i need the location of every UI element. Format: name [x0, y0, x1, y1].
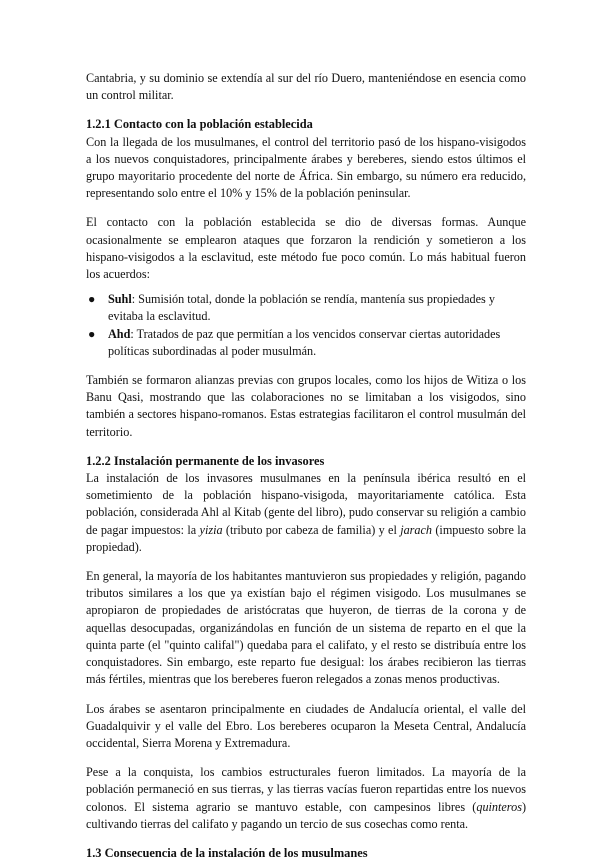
list-item	[86, 291, 526, 325]
term-suhl: Suhl	[108, 292, 132, 307]
term-quinteros: quinteros	[476, 799, 522, 814]
paragraph-contacto-3: También se formaron alianzas previas con grupos locales, como los hijos de Witiza o los Banu Qasi, mostrando que las colaboraciones no se limitaban a los visigodos, sino también a sectores hispano-romanos. Estas estrategias facilitaron el control musulmán del territorio.	[86, 373, 526, 439]
list-item	[86, 326, 526, 360]
paragraph-text: (tributo por cabeza de familia) y el	[222, 522, 401, 537]
bullet-icon: ●	[88, 326, 96, 341]
paragraph-text: ) cultivando tierras del califato y pagando un tercio de sus cosechas como renta.	[86, 799, 526, 831]
document-page	[86, 70, 526, 862]
paragraph-text: Pese a la conquista, los cambios estructurales fueron limitados. La mayoría de la población permaneció en sus tierras, y las tierras vacías fueron repartidas entre los nuevos colonos. El sistema agrario se mantuvo estable, con campesinos libres (	[86, 765, 526, 814]
paragraph-text: La instalación de los invasores musulmanes en la península ibérica resultó en el sometimiento de la población hispano-visigoda, mayoritariamente católica. Esta población, considerada Ahl al Kitab (gente del libro), pudo conservar su religión a cambio de pagar impuestos: la	[86, 471, 526, 537]
bullet-icon: ●	[88, 292, 96, 307]
section-heading-1-2-1: 1.2.1 Contacto con la población establecida	[86, 117, 313, 132]
paragraph-contacto-2: El contacto con la población establecida se dio de diversas formas. Aunque ocasionalmente se emplearon ataques que forzaron la rendición y sometieron a los hispano-visigodos a la esclavitud, este método fue poco común. Lo más habitual fueron los acuerdos:	[86, 215, 526, 282]
intro-paragraph: Cantabria, y su dominio se extendía al sur del río Duero, manteniéndose en esencia como un control militar.	[86, 71, 526, 103]
term-jarach: jarach	[400, 522, 433, 537]
paragraph-instalacion-2: En general, la mayoría de los habitantes mantuvieron sus propiedades y religión, pagando tributos similares a los que ya existían bajo el régimen visigodo. Los musulmanes se apropiaron de propiedades de aristócratas que huyeron, de tierras de la corona y de aquellas desocupadas, organizándolas en función de un sistema de reparto en el que la quinta parte (el "quinto califal") quedaba para el califato, y el resto se distribuía entre los conquistadores. Sin embargo, este reparto fue desigual: los árabes recibieron las tierras más fértiles, mientras que los bereberes fueron relegados a zonas menos productivas.	[86, 569, 526, 687]
list-item-text: : Tratados de paz que permitían a los vencidos conservar ciertas autoridades políticas subordinadas al poder musulmán.	[108, 326, 501, 358]
term-ahd: Ahd	[108, 326, 131, 341]
acuerdos-list	[86, 291, 526, 360]
list-item-text: : Sumisión total, donde la población se rendía, mantenía sus propiedades y evitaba la esclavitud.	[108, 292, 495, 324]
section-heading-1-2-2: 1.2.2 Instalación permanente de los invasores	[86, 453, 325, 468]
paragraph-instalacion-1	[86, 470, 526, 556]
paragraph-text: (impuesto sobre la propiedad).	[86, 522, 526, 554]
paragraph-instalacion-4	[86, 764, 526, 833]
paragraph-instalacion-3: Los árabes se asentaron principalmente en ciudades de Andalucía oriental, el valle del Guadalquivir y el valle del Ebro. Los bereberes ocuparon la Meseta Central, Andalucía occidental, Sierra Morena y Extremadura.	[86, 701, 526, 750]
term-yizia: yizia	[199, 522, 223, 537]
section-heading-1-3: 1.3 Consecuencia de la instalación de los musulmanes	[86, 845, 368, 860]
paragraph-contacto-1: Con la llegada de los musulmanes, el control del territorio pasó de los hispano-visigodos a los nuevos conquistadores, principalmente árabes y bereberes, siendo estos últimos el grupo mayoritario procedente del norte de África. Sin embargo, su número era reducido, representando solo entre el 10% y 15% de la población peninsular.	[86, 134, 526, 201]
